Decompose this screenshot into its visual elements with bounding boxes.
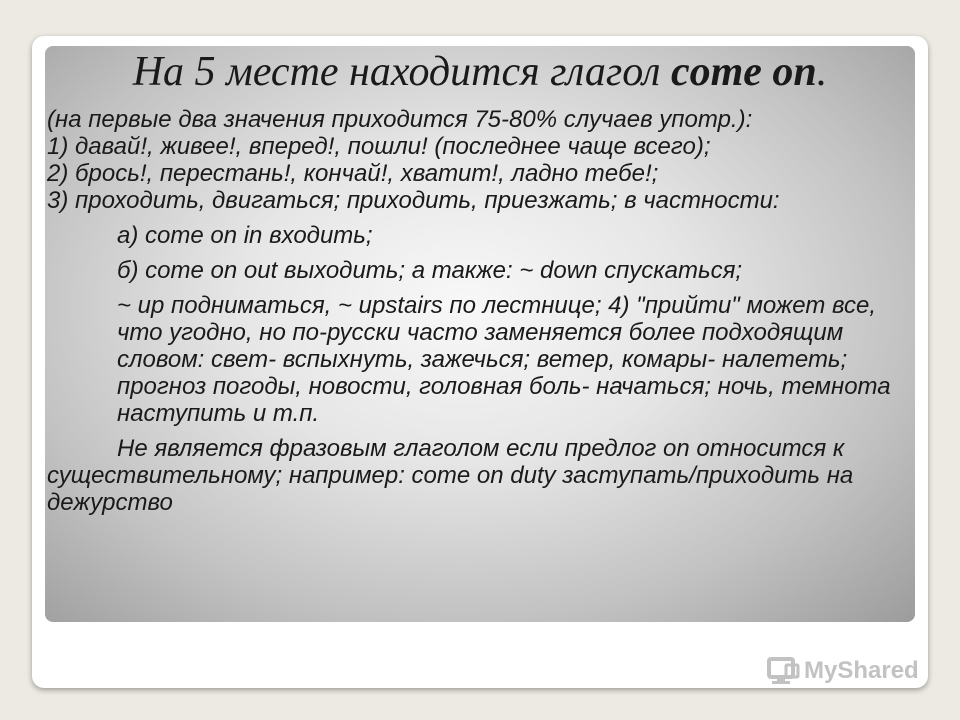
body-line: (на первые два значения приходится 75-80% случаев употр.): xyxy=(47,106,753,133)
slide-title xyxy=(45,46,915,98)
body-line: 3) проходить, двигаться; приходить, приезжать; в частности: xyxy=(47,187,780,214)
body-line: а) come on in входить; xyxy=(117,222,373,249)
body-line: Не является фразовым глаголом если предлог on относится к существительному; например: come on duty заступать/приходить на дежурство xyxy=(47,435,854,516)
body-line: ~ up подниматься, ~ upstairs по лестнице; 4) "прийти" может все, что угодно, но по-русски часто заменяется более подходящим словом: свет- вспыхнуть, зажечься; ветер, комары- налететь; прогноз погоды, новости, головная боль- начаться; ночь, темнота наступить и т.п. xyxy=(117,292,891,427)
slide-body xyxy=(47,106,925,516)
body-line: б) come on out выходить; а также: ~ down спускаться; xyxy=(117,257,743,284)
title-bold-term: come on xyxy=(670,49,817,95)
watermark-logo xyxy=(766,656,919,686)
monitor-icon xyxy=(766,656,800,686)
body-line: 1) давай!, живее!, вперед!, пошли! (последнее чаще всего); xyxy=(47,133,711,160)
watermark-text: MyShared xyxy=(804,657,919,684)
title-suffix: . xyxy=(816,49,828,95)
body-line: 2) брось!, перестань!, кончай!, хватит!, ладно тебе!; xyxy=(47,160,659,187)
title-text: На 5 месте находится глагол xyxy=(132,49,661,95)
